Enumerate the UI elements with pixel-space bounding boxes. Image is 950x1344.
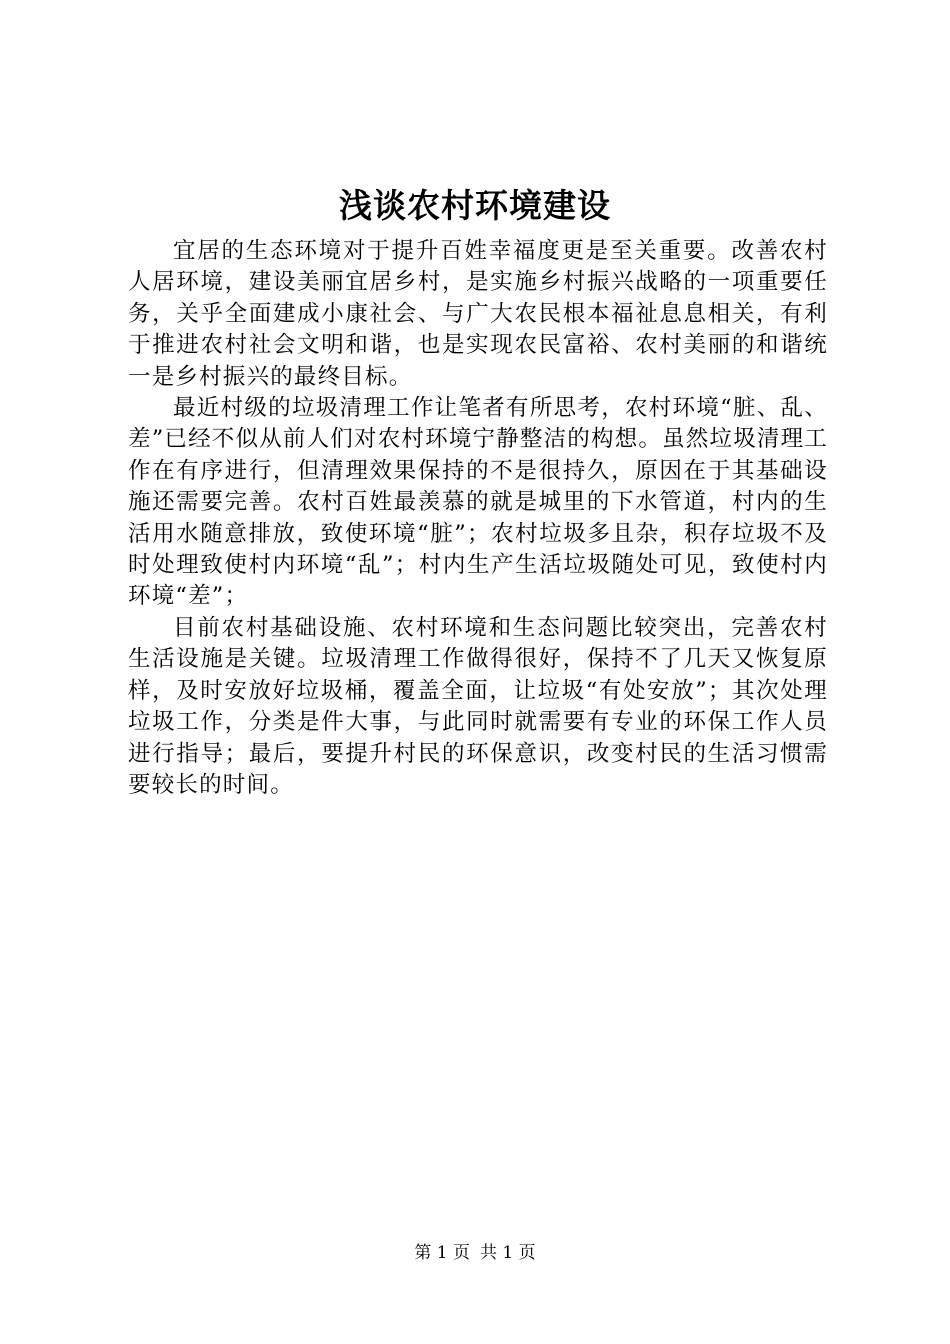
page-footer: [0, 1242, 950, 1264]
paragraph-3: 目前农村基础设施、农村环境和生态问题比较突出，完善农村生活设施是关键。垃圾清理工作做得很好，保持不了几天又恢复原样，及时安放好垃圾桶，覆盖全面，让垃圾“有处安放”；其次处理垃圾工作，分类是件大事，与此同时就需要有专业的环保工作人员进行指导；最后，要提升村民的环保意识，改变村民的生活习惯需要较长的时间。: [128, 614, 828, 798]
paragraph-2: 最近村级的垃圾清理工作让笔者有所思考，农村环境“脏、乱、差”已经不似从前人们对农村环境宁静整洁的构想。虽然垃圾清理工作在有序进行，但清理效果保持的不是很持久，原因在于其基础设施还需要完善。农村百姓最羡慕的就是城里的下水管道，村内的生活用水随意排放，致使环境“脏”；农村垃圾多且杂，积存垃圾不及时处理致使村内环境“乱”；村内生产生活垃圾随处可见，致使村内环境“差”；: [128, 395, 829, 610]
paragraph-1: 宜居的生态环境对于提升百姓幸福度更是至关重要。改善农村人居环境，建设美丽宜居乡村，是实施乡村振兴战略的一项重要任务，关乎全面建成小康社会、与广大农民根本福祉息息相关，有利于推进农村社会文明和谐，也是实现农民富裕、农村美丽的和谐统一是乡村振兴的最终目标。: [128, 238, 828, 390]
document-body: [128, 236, 828, 801]
document-title: 浅谈农村环境建设: [339, 186, 611, 225]
page-total: 共 1 页: [480, 1243, 536, 1263]
page-number: 第 1 页: [414, 1243, 470, 1263]
